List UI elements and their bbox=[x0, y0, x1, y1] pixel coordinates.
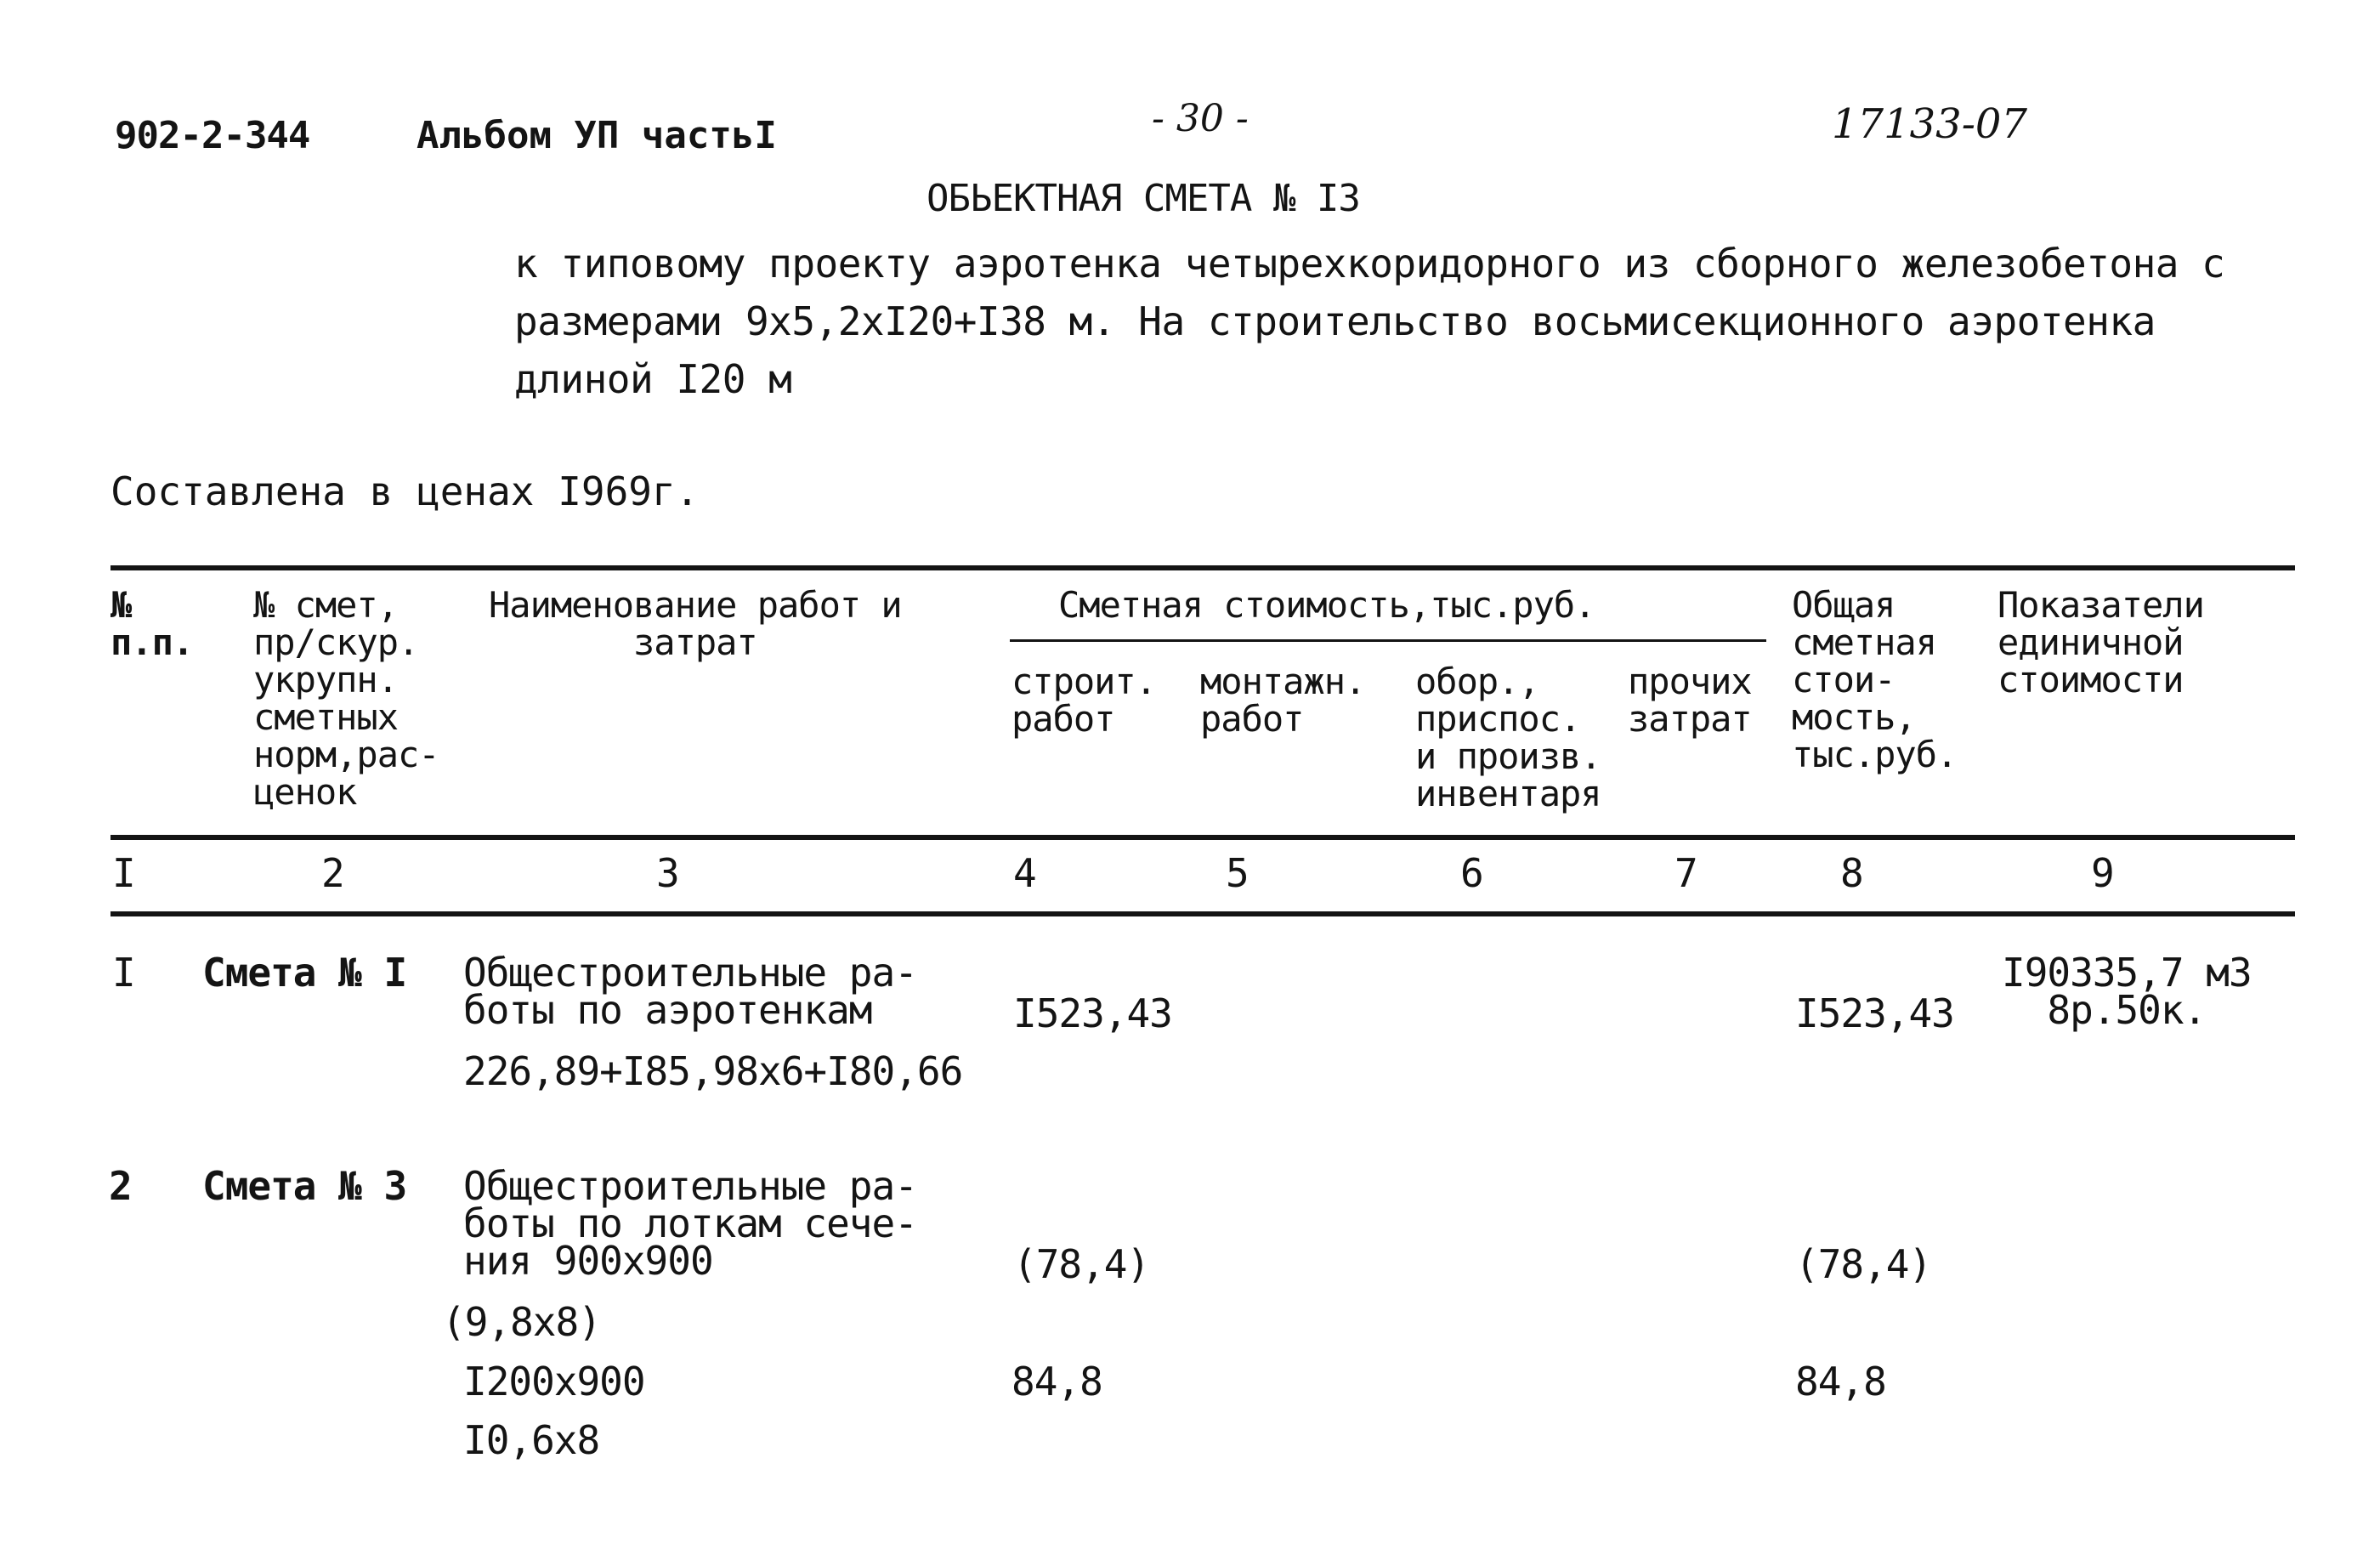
header-col-montazh: монтажн. работ bbox=[1200, 661, 1366, 740]
column-number: I bbox=[112, 850, 136, 896]
column-number: 8 bbox=[1840, 850, 1864, 896]
document-title: ОБЬЕКТНАЯ СМЕТА № I3 bbox=[926, 177, 1360, 220]
table-top-rule bbox=[110, 565, 2295, 570]
row-smeta: Смета № 3 bbox=[202, 1163, 407, 1209]
header-col-num: № п.п. bbox=[110, 584, 194, 663]
column-number: 6 bbox=[1460, 850, 1484, 896]
header-col-smeta: № смет, пр/скур. укрупн. сметных норм,рас- ценок bbox=[253, 584, 439, 813]
row-number: I bbox=[112, 950, 135, 996]
row-sub-size: I200х900 bbox=[463, 1359, 645, 1404]
prices-note: Составлена в ценах I969г. bbox=[110, 468, 700, 514]
album-label: Альбом УП частьI bbox=[416, 114, 777, 157]
row-smeta: Смета № I bbox=[202, 950, 407, 996]
row-sub-formula: (9,8х8) bbox=[442, 1299, 601, 1345]
header-col-stroit: строит. работ bbox=[1012, 661, 1157, 740]
header-col-name: Наименование работ и затрат bbox=[489, 584, 902, 663]
column-numbers-rule bbox=[110, 911, 2295, 916]
row-number: 2 bbox=[109, 1163, 132, 1209]
document-code: 902-2-344 bbox=[115, 114, 310, 157]
document-number: 17133-07 bbox=[1832, 100, 2027, 148]
column-number: 3 bbox=[656, 850, 680, 896]
column-number: 2 bbox=[321, 850, 345, 896]
row-name-extra: 226,89+I85,98х6+I80,66 bbox=[463, 1048, 963, 1094]
row-indicator: I90335,7 м3 8р.50к. bbox=[2002, 950, 2252, 1033]
group-header-rule bbox=[1010, 639, 1766, 642]
column-number: 5 bbox=[1226, 850, 1250, 896]
row-sub-total-cost: 84,8 bbox=[1795, 1359, 1886, 1404]
row-stroit-cost: (78,4) bbox=[1013, 1241, 1150, 1287]
header-bottom-rule bbox=[110, 835, 2295, 840]
header-col-total: Общая сметная стои- мость, тыс.руб. bbox=[1792, 584, 1958, 775]
column-number: 4 bbox=[1013, 850, 1037, 896]
column-number: 9 bbox=[2091, 850, 2115, 896]
column-number: 7 bbox=[1674, 850, 1698, 896]
header-col-indicators: Показатели единичной стоимости bbox=[1998, 584, 2204, 701]
row-name: Общестроительные ра- боты по лоткам сече- ния 900х900 bbox=[463, 1163, 917, 1284]
row-sub-stroit-cost: 84,8 bbox=[1012, 1359, 1102, 1404]
row-stroit-cost: I523,43 bbox=[1013, 990, 1172, 1036]
header-col-equipment: обор., приспос. и произв. инвентаря bbox=[1415, 661, 1601, 814]
row-name: Общестроительные ра- боты по аэротенкам bbox=[463, 950, 917, 1033]
page-number: - 30 - bbox=[1152, 97, 1249, 140]
header-group-cost: Сметная стоимость,тыс.руб. bbox=[1058, 584, 1595, 626]
row-total-cost: I523,43 bbox=[1795, 990, 1954, 1036]
row-sub-formula-2: I0,6х8 bbox=[463, 1417, 600, 1463]
header-col-other: прочих затрат bbox=[1628, 661, 1752, 740]
row-total-cost: (78,4) bbox=[1795, 1241, 1932, 1287]
document-subtitle: к типовому проекту аэротенка четырехкоридорного из сборного железобетона с размерами 9х5,2хI20+I38 м. На строительство восьмисекционного аэротенка длиной I20 м bbox=[514, 241, 2225, 402]
